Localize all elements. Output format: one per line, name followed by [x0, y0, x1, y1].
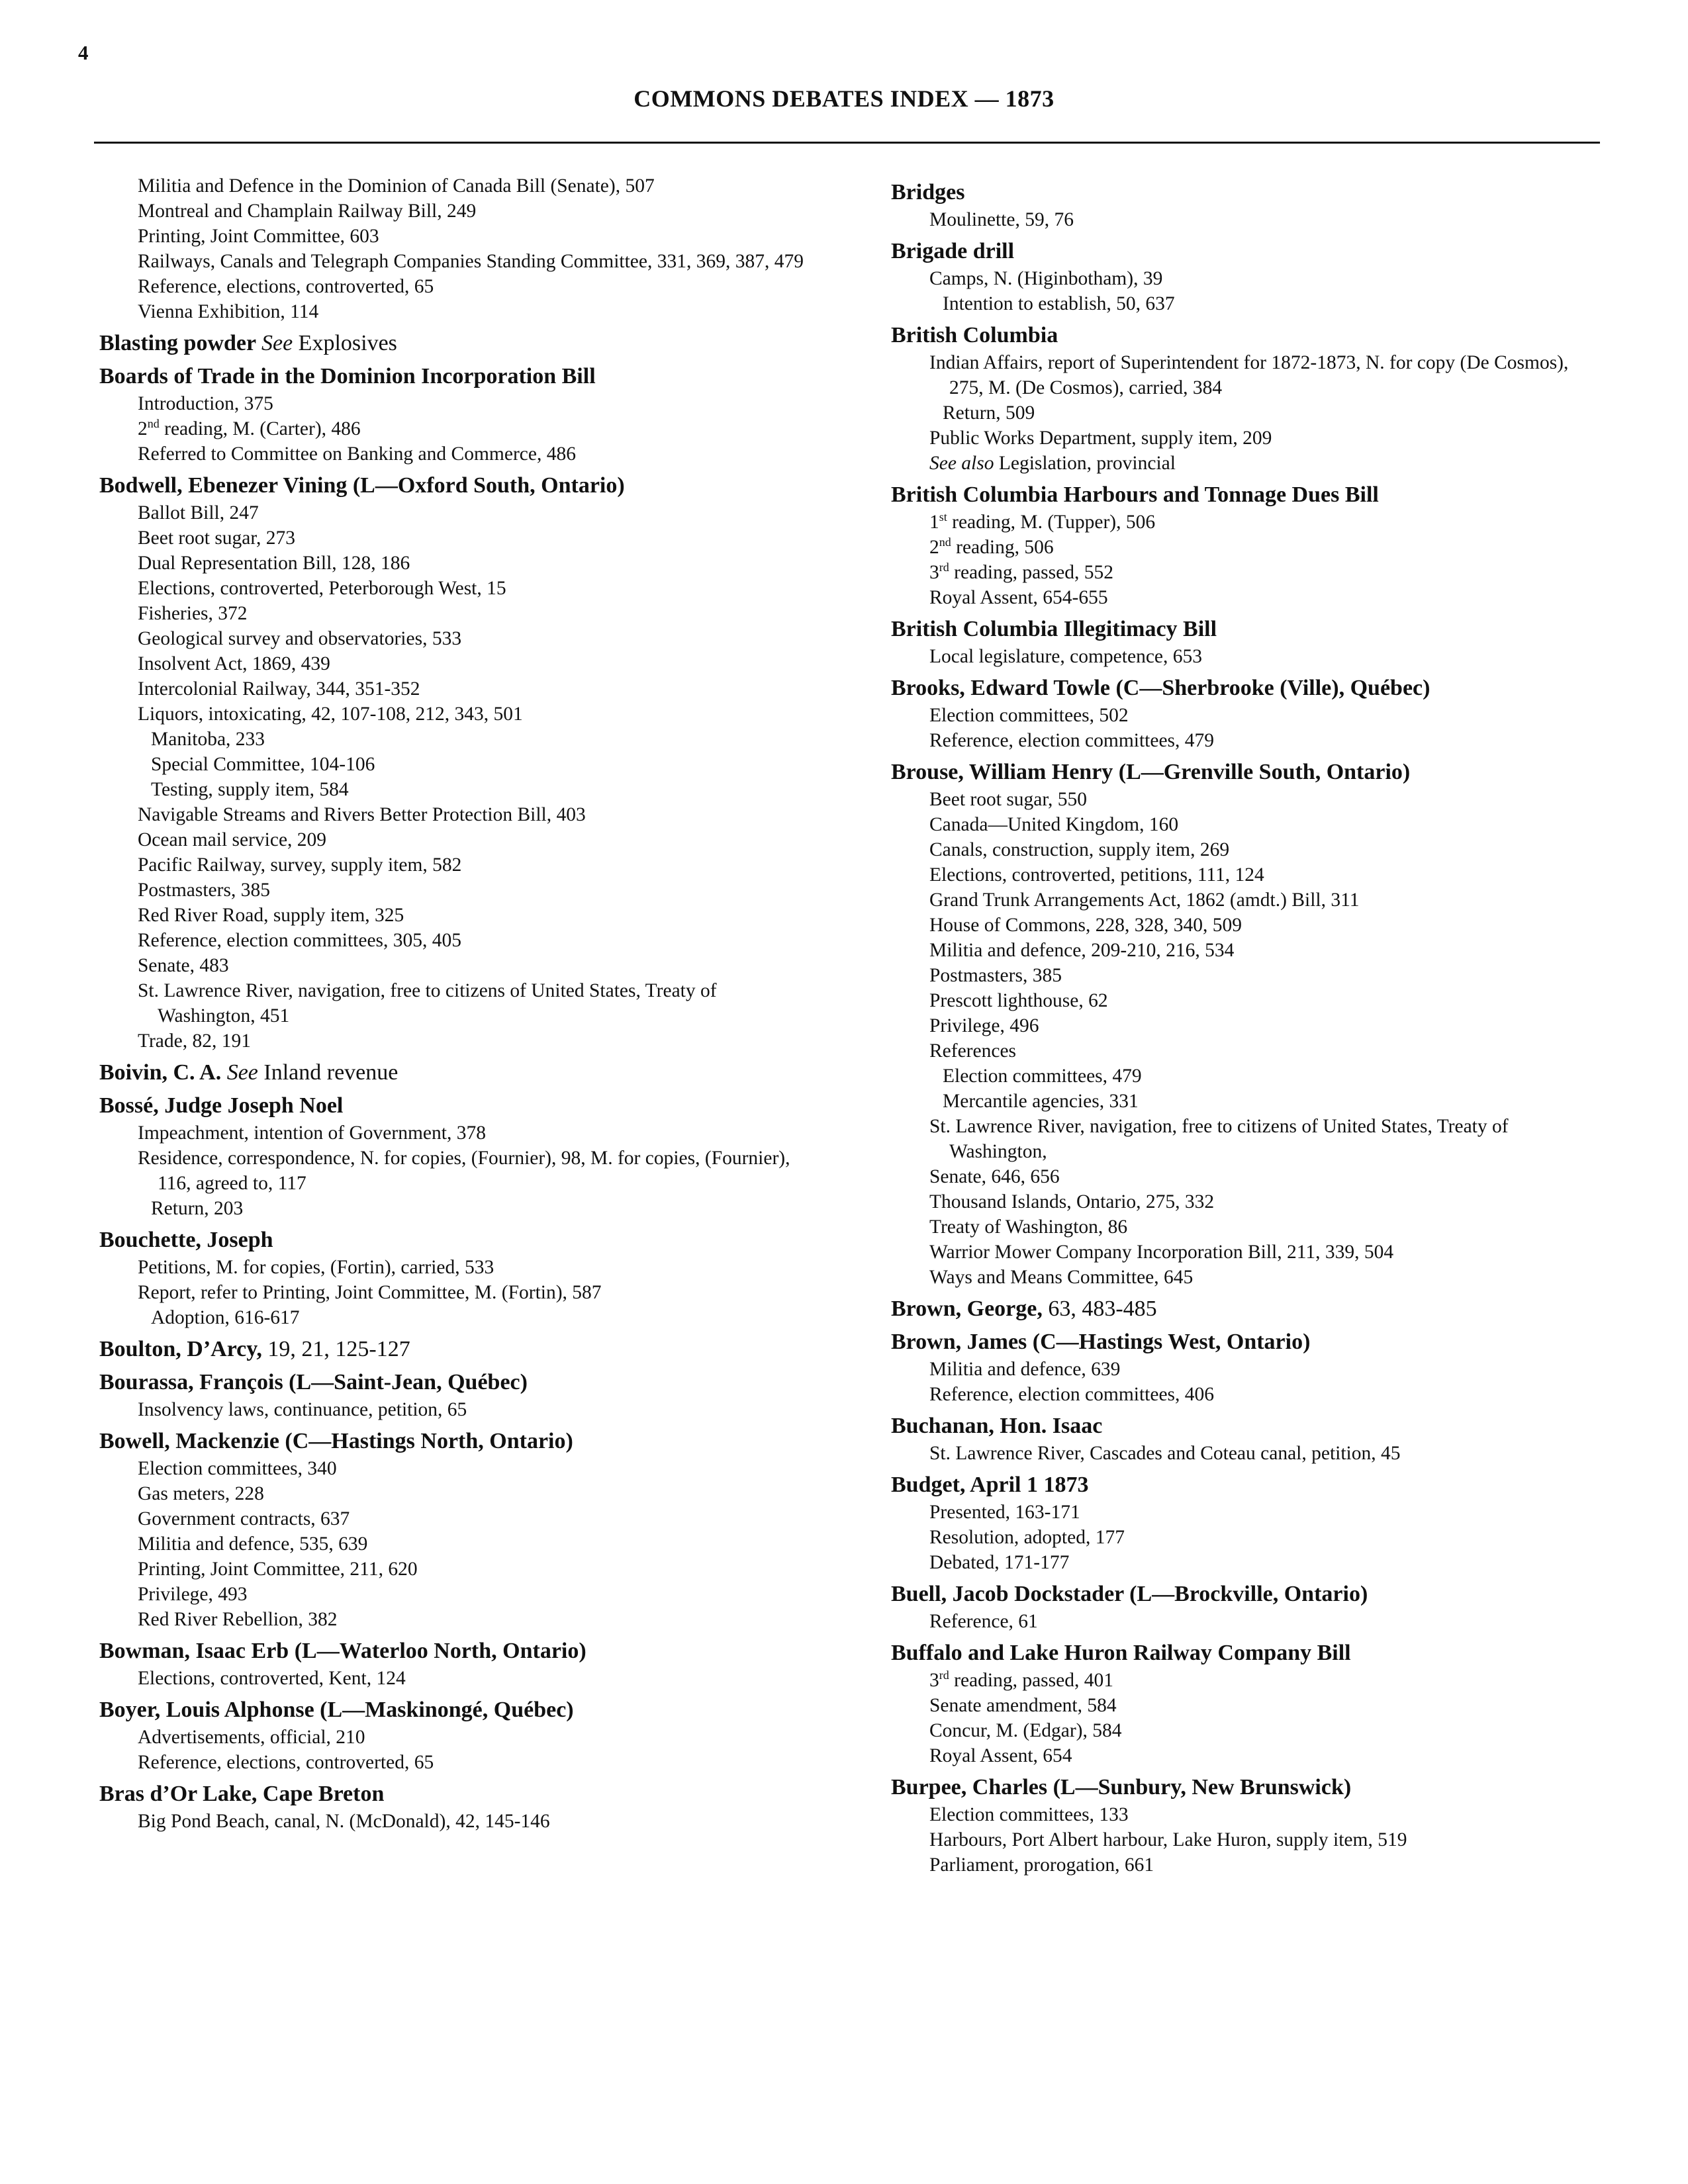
subentry-text: Insolvency laws, continuance, petition, 65: [138, 1399, 467, 1420]
index-heading: [99, 1368, 814, 1396]
subentry-text: Printing, Joint Committee, 211, 620: [138, 1559, 418, 1580]
heading-text: Bras d’Or Lake, Cape Breton: [99, 1782, 385, 1806]
subentry-text: Dual Representation Bill, 128, 186: [138, 553, 410, 574]
index-subentry: [911, 1164, 1606, 1189]
index-subentry: [911, 207, 1606, 232]
index-subentry: [911, 728, 1606, 753]
index-subentry: [911, 1525, 1606, 1550]
index-subentry: [911, 585, 1606, 610]
heading-text: Boyer, Louis Alphonse (L—Maskinongé, Québec): [99, 1698, 574, 1722]
index-heading: [891, 615, 1606, 643]
subentry-text: Camps, N. (Higinbotham), 39: [929, 268, 1163, 289]
subentry-text: Militia and defence, 535, 639: [138, 1533, 368, 1555]
index-heading: [891, 1412, 1606, 1440]
index-subentry: [911, 451, 1606, 476]
ordinal-suffix: rd: [939, 1668, 949, 1682]
index-subentry: [119, 576, 814, 601]
see-reference-target: Explosives: [298, 331, 397, 355]
heading-text: Brigade drill: [891, 239, 1015, 263]
index-subentry-level2: [911, 1064, 1606, 1089]
index-subentry-level2: [119, 777, 814, 802]
subentry-text: Pacific Railway, survey, supply item, 582: [138, 854, 462, 876]
index-heading: [891, 1295, 1606, 1323]
index-subentry: [119, 626, 814, 651]
index-subentry: [119, 878, 814, 903]
subentry-text: Senate, 483: [138, 955, 229, 976]
subentry-text: Beet root sugar, 273: [138, 527, 296, 549]
subentry-text: Geological survey and observatories, 533: [138, 628, 462, 649]
index-subentry: [911, 350, 1606, 400]
index-heading: [99, 1091, 814, 1120]
subentry-text: Royal Assent, 654: [929, 1745, 1072, 1766]
see-reference-target: Inland revenue: [263, 1060, 399, 1085]
subentry-text: Election committees, 340: [138, 1458, 337, 1479]
heading-text: Bowell, Mackenzie (C—Hastings North, Ontario): [99, 1429, 573, 1453]
subentry-text: Presented, 163-171: [929, 1502, 1080, 1523]
subentry-text: Manitoba, 233: [151, 729, 265, 750]
index-subentry: [911, 787, 1606, 812]
heading-text: Bridges: [891, 180, 965, 205]
subentry-text: Reference, elections, controverted, 65: [138, 1752, 434, 1773]
subentry-text: Navigable Streams and Rivers Better Protection Bill, 403: [138, 804, 586, 825]
subentry-text: Return, 509: [943, 402, 1035, 424]
heading-pages: 63, 483-485: [1042, 1297, 1157, 1321]
ordinal-suffix: nd: [939, 535, 951, 549]
heading-text: Bossé, Judge Joseph Noel: [99, 1093, 344, 1118]
index-subentry: [119, 199, 814, 224]
subentry-text: Liquors, intoxicating, 42, 107-108, 212, 343, 501: [138, 704, 523, 725]
index-subentry: [119, 1146, 814, 1196]
index-subentry: [911, 938, 1606, 963]
heading-text: Blasting powder: [99, 331, 256, 355]
subentry-text: Militia and Defence in the Dominion of Canada Bill (Senate), 507: [138, 175, 655, 197]
index-subentry: [911, 963, 1606, 988]
index-subentry: [119, 1725, 814, 1750]
subentry-text: Elections, controverted, Peterborough West, 15: [138, 578, 506, 599]
index-subentry: [911, 1718, 1606, 1743]
index-subentry: [119, 928, 814, 953]
subentry-text: Testing, supply item, 584: [151, 779, 349, 800]
heading-text: Boivin, C. A.: [99, 1060, 222, 1085]
ordinal-suffix: nd: [147, 417, 160, 431]
index-subentry: [911, 1693, 1606, 1718]
index-heading: [891, 178, 1606, 206]
subentry-text: Special Committee, 104-106: [151, 754, 375, 775]
index-subentry-level2: [119, 727, 814, 752]
subentry-text: Vienna Exhibition, 114: [138, 301, 319, 322]
index-heading: [99, 1780, 814, 1808]
index-heading: [99, 471, 814, 500]
subentry-text: Grand Trunk Arrangements Act, 1862 (amdt.) Bill, 311: [929, 889, 1360, 911]
subentry-text: Ballot Bill, 247: [138, 502, 259, 523]
index-subentry: [119, 702, 814, 727]
subentry-text: Election committees, 502: [929, 705, 1129, 726]
index-subentry: [911, 266, 1606, 291]
index-subentry: [911, 1265, 1606, 1290]
index-heading: [99, 329, 814, 357]
index-subentry: [119, 1481, 814, 1506]
index-heading: [99, 1427, 814, 1455]
index-subentry: [119, 500, 814, 525]
heading-text: Burpee, Charles (L—Sunbury, New Brunswick): [891, 1775, 1352, 1799]
index-subentry: [911, 1114, 1606, 1164]
subentry-text: Red River Road, supply item, 325: [138, 905, 404, 926]
ordinal-suffix: rd: [939, 561, 949, 574]
index-heading: [891, 1773, 1606, 1801]
subentry-text: Ways and Means Committee, 645: [929, 1267, 1194, 1288]
subentry-text: Election committees, 479: [943, 1066, 1142, 1087]
subentry-text: Local legislature, competence, 653: [929, 646, 1203, 667]
reading-ordinal: 3: [929, 1670, 939, 1691]
index-subentry: [911, 988, 1606, 1013]
index-subentry: [911, 1013, 1606, 1038]
index-subentry: [119, 852, 814, 878]
index-subentry: [119, 441, 814, 467]
index-heading: [891, 237, 1606, 265]
subentry-text: reading, 506: [951, 537, 1054, 558]
subentry-text: Postmasters, 385: [138, 880, 270, 901]
index-subentry-level2: [911, 400, 1606, 426]
index-heading: [99, 1058, 814, 1087]
index-subentry: [911, 1743, 1606, 1768]
index-subentry: [911, 812, 1606, 837]
subentry-text: References: [929, 1040, 1017, 1062]
index-subentry: [119, 978, 814, 1028]
subentry-text: Privilege, 493: [138, 1584, 248, 1605]
subentry-text: Introduction, 375: [138, 393, 273, 414]
subentry-text: Trade, 82, 191: [138, 1030, 251, 1052]
subentry-text: Resolution, adopted, 177: [929, 1527, 1125, 1548]
heading-text: Boulton, D’Arcy,: [99, 1337, 262, 1361]
heading-text: Bowman, Isaac Erb (L—Waterloo North, Ontario): [99, 1639, 586, 1663]
subentry-text: Militia and defence, 209-210, 216, 534: [929, 940, 1235, 961]
subentry-text: Treaty of Washington, 86: [929, 1216, 1128, 1238]
index-subentry: [119, 676, 814, 702]
index-subentry: [119, 391, 814, 416]
index-subentry: [119, 1582, 814, 1607]
reading-ordinal: 2: [138, 418, 148, 439]
reading-ordinal: 2: [929, 537, 939, 558]
index-subentry: [119, 1028, 814, 1054]
heading-text: Bodwell, Ebenezer Vining (L—Oxford South, Ontario): [99, 473, 625, 498]
subentry-text: St. Lawrence River, navigation, free to citizens of United States, Treaty of Washington, 451: [138, 980, 717, 1026]
index-subentry: [119, 525, 814, 551]
heading-text: Bouchette, Joseph: [99, 1228, 273, 1252]
index-subentry: [119, 249, 814, 274]
subentry-text: Parliament, prorogation, 661: [929, 1854, 1154, 1876]
index-subentry: [911, 510, 1606, 535]
ordinal-suffix: st: [939, 510, 947, 524]
index-subentry: [119, 1750, 814, 1775]
subentry-text: Reference, election committees, 479: [929, 730, 1215, 751]
index-subentry: [119, 1557, 814, 1582]
page-number: 4: [78, 41, 89, 64]
header-rule: [94, 142, 1600, 144]
index-subentry: [119, 416, 814, 441]
index-subentry: [119, 1666, 814, 1691]
index-subentry-level2: [119, 1196, 814, 1221]
index-subentry: [911, 426, 1606, 451]
subentry-text: Elections, controverted, petitions, 111, 124: [929, 864, 1264, 886]
subentry-text: reading, M. (Tupper), 506: [947, 512, 1156, 533]
heading-text: Brown, George,: [891, 1297, 1043, 1321]
index-subentry-level2: [911, 1089, 1606, 1114]
index-subentry: [119, 651, 814, 676]
subentry-text: Canals, construction, supply item, 269: [929, 839, 1230, 860]
index-subentry: [119, 601, 814, 626]
index-subentry: [911, 703, 1606, 728]
heading-text: Buchanan, Hon. Isaac: [891, 1414, 1103, 1438]
index-subentry: [119, 274, 814, 299]
heading-pages: 19, 21, 125-127: [261, 1337, 410, 1361]
index-heading: [99, 1335, 814, 1363]
index-heading: [891, 321, 1606, 349]
index-subentry: [119, 903, 814, 928]
subentry-text: Intention to establish, 50, 637: [943, 293, 1175, 314]
index-subentry: [911, 644, 1606, 669]
index-heading: [891, 758, 1606, 786]
subentry-text: Thousand Islands, Ontario, 275, 332: [929, 1191, 1215, 1212]
index-subentry: [119, 802, 814, 827]
index-subentry: [911, 1802, 1606, 1827]
index-subentry: [911, 1189, 1606, 1214]
subentry-text: Senate, 646, 656: [929, 1166, 1060, 1187]
subentry-text: Militia and defence, 639: [929, 1359, 1121, 1380]
index-subentry: [911, 887, 1606, 913]
subentry-text: Concur, M. (Edgar), 584: [929, 1720, 1122, 1741]
index-subentry: [911, 1550, 1606, 1575]
see-reference-label: See: [226, 1060, 258, 1085]
index-subentry: [119, 1280, 814, 1305]
index-heading: [99, 1637, 814, 1665]
subentry-text: Advertisements, official, 210: [138, 1727, 365, 1748]
subentry-text: Big Pond Beach, canal, N. (McDonald), 42, 145-146: [138, 1811, 550, 1832]
subentry-text: Royal Assent, 654-655: [929, 587, 1108, 608]
index-subentry: [911, 1668, 1606, 1693]
subentry-text: Fisheries, 372: [138, 603, 248, 624]
heading-text: British Columbia Harbours and Tonnage Dues Bill: [891, 482, 1379, 507]
index-subentry: [119, 827, 814, 852]
heading-text: Budget, April 1 1873: [891, 1473, 1089, 1497]
subentry-text: Montreal and Champlain Railway Bill, 249: [138, 201, 477, 222]
index-subentry: [911, 1357, 1606, 1382]
index-subentry: [911, 913, 1606, 938]
subentry-text: Prescott lighthouse, 62: [929, 990, 1108, 1011]
heading-text: Brown, James (C—Hastings West, Ontario): [891, 1330, 1311, 1354]
subentry-text: Ocean mail service, 209: [138, 829, 327, 850]
subentry-text: Referred to Committee on Banking and Commerce, 486: [138, 443, 576, 465]
subentry-text: Reference, elections, controverted, 65: [138, 276, 434, 297]
index-subentry-level2: [911, 291, 1606, 316]
index-subentry: [911, 1214, 1606, 1240]
subentry-text: Postmasters, 385: [929, 965, 1062, 986]
subentry-text: Elections, controverted, Kent, 124: [138, 1668, 406, 1689]
subentry-text: Gas meters, 228: [138, 1483, 264, 1504]
subentry-text: reading, passed, 552: [949, 562, 1113, 583]
index-subentry: [119, 299, 814, 324]
subentry-text: Moulinette, 59, 76: [929, 209, 1074, 230]
subentry-text: Residence, correspondence, N. for copies, (Fournier), 98, M. for copies, (Fournier), 116, agreed to, 117: [138, 1148, 790, 1194]
index-subentry-level2: [119, 1305, 814, 1330]
index-subentry-level2: [119, 752, 814, 777]
heading-text: Buell, Jacob Dockstader (L—Brockville, Ontario): [891, 1582, 1368, 1606]
index-column-right: [891, 173, 1606, 1878]
index-subentry: [911, 1500, 1606, 1525]
index-subentry: [119, 953, 814, 978]
see-also-label: See also: [929, 453, 994, 474]
index-heading: [99, 362, 814, 390]
subentry-text: Reference, 61: [929, 1611, 1038, 1632]
index-heading: [891, 1580, 1606, 1608]
index-subentry: [911, 1852, 1606, 1878]
index-column-left: [99, 173, 814, 1834]
subentry-text: Government contracts, 637: [138, 1508, 350, 1529]
index-subentry: [119, 1531, 814, 1557]
index-heading: [891, 1328, 1606, 1356]
reading-ordinal: 3: [929, 562, 939, 583]
subentry-text: Insolvent Act, 1869, 439: [138, 653, 330, 674]
subentry-text: Impeachment, intention of Government, 378: [138, 1122, 486, 1144]
index-subentry: [911, 862, 1606, 887]
index-subentry: [119, 1120, 814, 1146]
heading-text: Bourassa, François (L—Saint-Jean, Québec): [99, 1370, 528, 1394]
index-heading: [891, 1471, 1606, 1499]
heading-text: Brooks, Edward Towle (C—Sherbrooke (Ville), Québec): [891, 676, 1430, 700]
index-subentry: [119, 1255, 814, 1280]
index-subentry: [911, 837, 1606, 862]
subentry-text: Railways, Canals and Telegraph Companies Standing Committee, 331, 369, 387, 479: [138, 251, 804, 272]
subentry-text: Harbours, Port Albert harbour, Lake Huron, supply item, 519: [929, 1829, 1407, 1850]
subentry-text: Beet root sugar, 550: [929, 789, 1088, 810]
index-subentry: [119, 224, 814, 249]
index-heading: [891, 1639, 1606, 1667]
reading-ordinal: 1: [929, 512, 939, 533]
subentry-text: Report, refer to Printing, Joint Committee, M. (Fortin), 587: [138, 1282, 602, 1303]
index-heading: [99, 1226, 814, 1254]
subentry-text: Canada—United Kingdom, 160: [929, 814, 1179, 835]
subentry-text: St. Lawrence River, navigation, free to citizens of United States, Treaty of Washington,: [929, 1116, 1509, 1162]
subentry-text: Warrior Mower Company Incorporation Bill, 211, 339, 504: [929, 1242, 1394, 1263]
subentry-text: reading, M. (Carter), 486: [159, 418, 361, 439]
index-subentry: [911, 1827, 1606, 1852]
subentry-text: Indian Affairs, report of Superintendent for 1872-1873, N. for copy (De Cosmos), 275, M. (De Cosmos), carried, 384: [929, 352, 1569, 398]
heading-text: British Columbia Illegitimacy Bill: [891, 617, 1217, 641]
index-subentry: [911, 1441, 1606, 1466]
subentry-text: Senate amendment, 584: [929, 1695, 1117, 1716]
index-subentry: [119, 1397, 814, 1422]
subentry-text: House of Commons, 228, 328, 340, 509: [929, 915, 1242, 936]
index-subentry: [911, 560, 1606, 585]
subentry-text: Return, 203: [151, 1198, 244, 1219]
subentry-text: Adoption, 616-617: [151, 1307, 300, 1328]
subentry-text: Privilege, 496: [929, 1015, 1039, 1036]
subentry-text: Election committees, 133: [929, 1804, 1129, 1825]
heading-text: British Columbia: [891, 323, 1058, 347]
index-subentry: [119, 173, 814, 199]
index-subentry: [119, 1506, 814, 1531]
subentry-text: St. Lawrence River, Cascades and Coteau canal, petition, 45: [929, 1443, 1401, 1464]
subentry-text: Reference, election committees, 305, 405: [138, 930, 462, 951]
see-reference-label: See: [261, 331, 293, 355]
heading-text: Boards of Trade in the Dominion Incorporation Bill: [99, 364, 596, 388]
index-subentry: [911, 1240, 1606, 1265]
subentry-text: Reference, election committees, 406: [929, 1384, 1215, 1405]
heading-text: Brouse, William Henry (L—Grenville South, Ontario): [891, 760, 1411, 784]
index-subentry: [911, 1382, 1606, 1407]
subentry-text: Red River Rebellion, 382: [138, 1609, 338, 1630]
index-subentry: [119, 1607, 814, 1632]
index-heading: [891, 674, 1606, 702]
subentry-text: Public Works Department, supply item, 209: [929, 428, 1272, 449]
index-heading: [99, 1696, 814, 1724]
index-subentry: [911, 535, 1606, 560]
subentry-text: Petitions, M. for copies, (Fortin), carried, 533: [138, 1257, 494, 1278]
heading-text: Buffalo and Lake Huron Railway Company Bill: [891, 1641, 1351, 1665]
subentry-text: Printing, Joint Committee, 603: [138, 226, 379, 247]
subentry-text: Legislation, provincial: [994, 453, 1176, 474]
subentry-text: reading, passed, 401: [949, 1670, 1113, 1691]
index-subentry: [911, 1609, 1606, 1634]
index-subentry: [119, 1456, 814, 1481]
index-subentry: [119, 1809, 814, 1834]
running-head: COMMONS DEBATES INDEX — 1873: [633, 85, 1055, 112]
index-heading: [891, 480, 1606, 509]
index-subentry: [119, 551, 814, 576]
index-subentry: [911, 1038, 1606, 1064]
subentry-text: Intercolonial Railway, 344, 351-352: [138, 678, 420, 700]
subentry-text: Mercantile agencies, 331: [943, 1091, 1139, 1112]
subentry-text: Debated, 171-177: [929, 1552, 1070, 1573]
